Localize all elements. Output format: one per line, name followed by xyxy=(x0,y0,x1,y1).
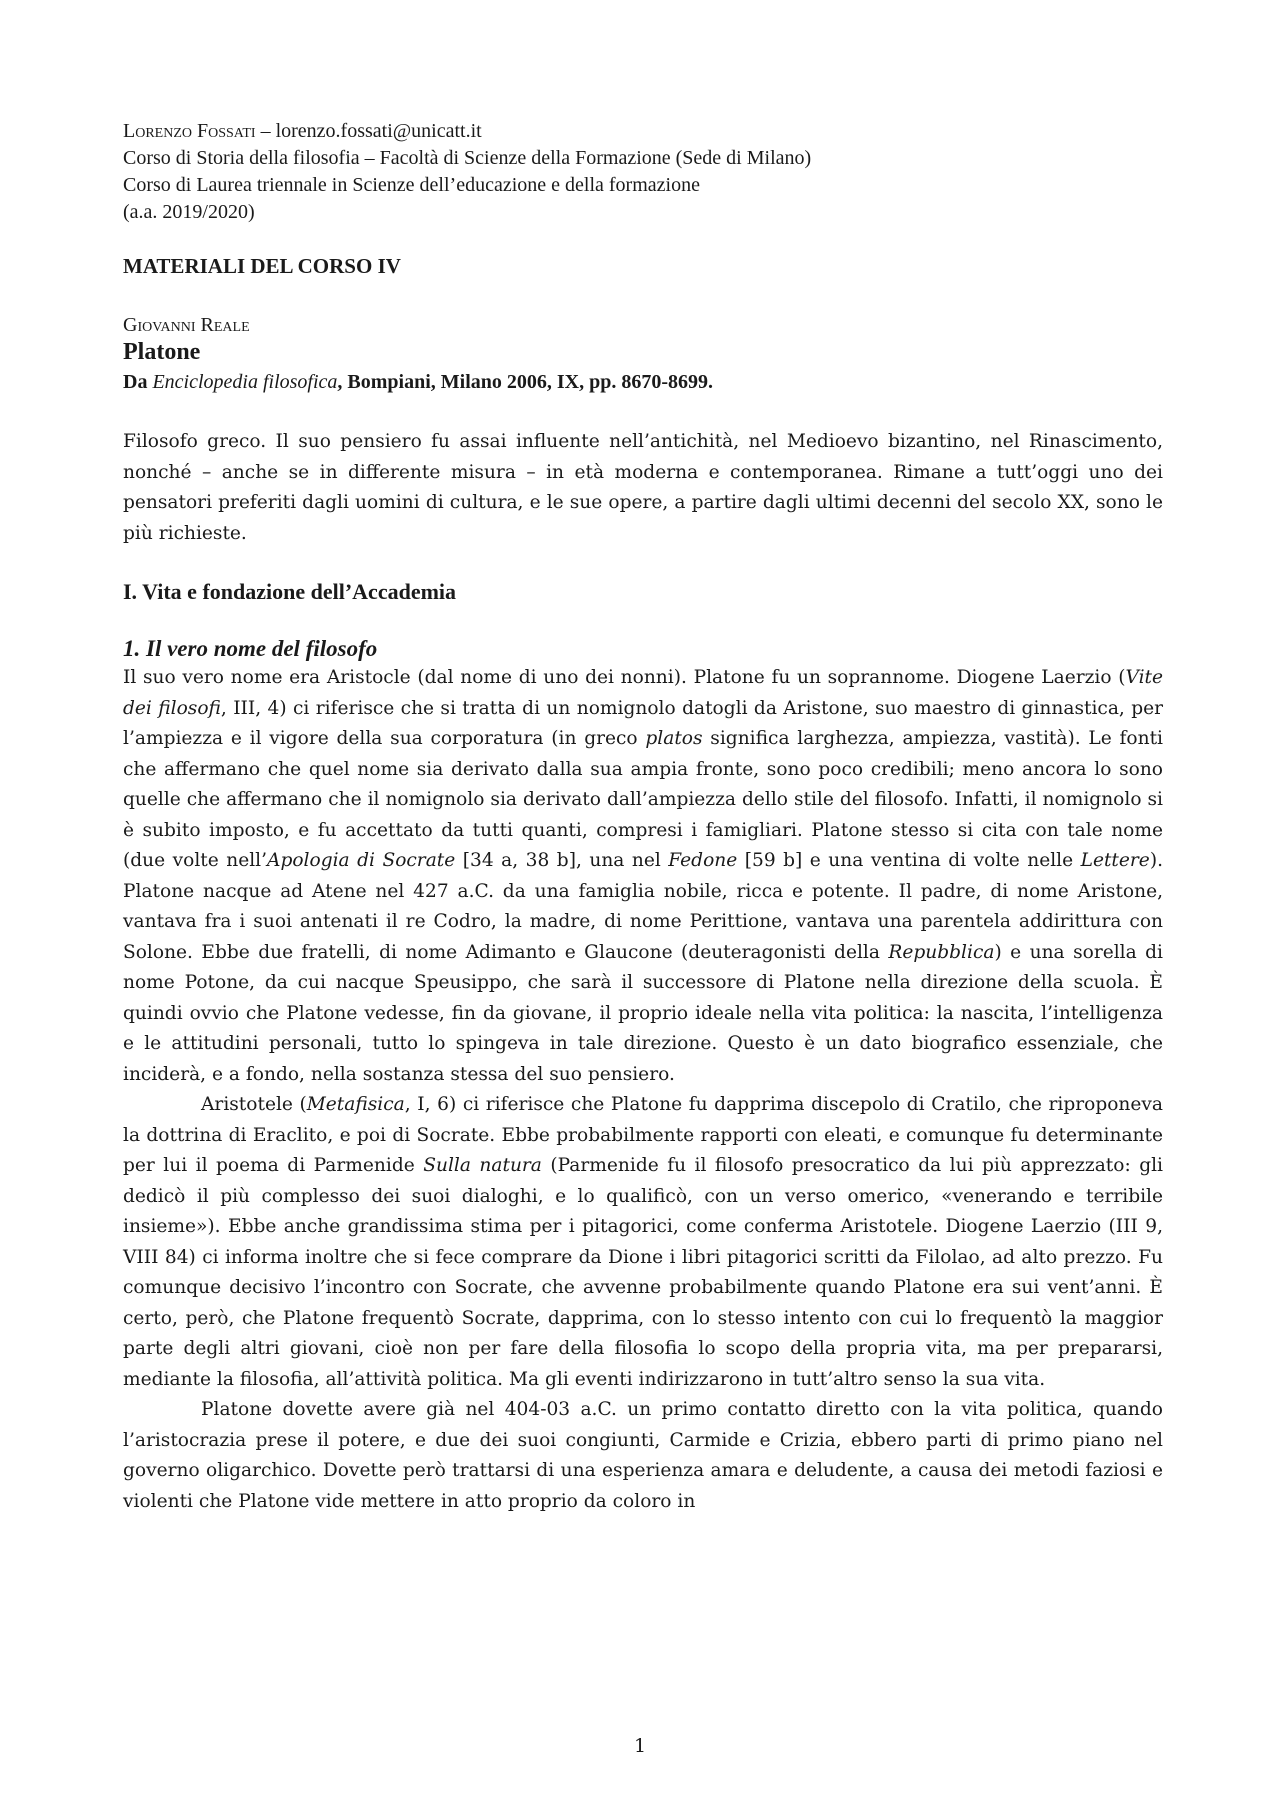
text-run: [34 a, 38 b], una nel xyxy=(455,850,669,871)
page-number: 1 xyxy=(633,1735,647,1757)
source-suffix: , Bompiani, Milano 2006, IX, pp. 8670-8699. xyxy=(337,371,714,393)
header-line-author xyxy=(123,118,1163,145)
intro-paragraph: Filosofo greco. Il suo pensiero fu assai influente nell’antichità, nel Medioevo bizantino, nel Rinascimento, nonché – anche se in differente misura – in età moderna e contemporanea. Rimane a tutt’oggi uno dei pensatori preferiti dagli uomini di cultura, e le sue opere, a partire dagli ultimi decenni del secolo XX, sono le più richieste. xyxy=(123,431,1163,544)
italic-run: Sulla natura xyxy=(423,1155,542,1176)
italic-run: Repubblica xyxy=(888,941,995,963)
italic-run: Lettere xyxy=(1080,850,1150,871)
header-author-name: Lorenzo Fossati xyxy=(123,120,256,142)
source-reference xyxy=(123,367,1163,397)
paragraph-3: Platone dovette avere già nel 404-03 a.C. un primo contatto diretto con la vita politica, quando l’aristocrazia prese il potere, e due dei suoi congiunti, Carmide e Crizia, ebbero parti di primo piano nel governo oligarchico. Dovette però trattarsi di una esperienza amara e deludente, a causa dei metodi faziosi e violenti che Platone vide mettere in atto proprio da coloro in xyxy=(123,1399,1163,1512)
italic-run: Apologia di Socrate xyxy=(267,850,456,871)
text-run: (Parmenide fu il filosofo presocratico da lui più apprezzato: gli dedicò il più complesso dei suoi dialoghi, e lo qualificò, con un verso omerico, «venerando e terribile insieme»). Ebbe anche grandissima stima per i pitagorici, come conferma Aristotele. Diogene Laerzio (III 9, VIII 84) ci informa inoltre che si fece comprare da Dione i libri pitagorici scritti da Filolao, ad alto prezzo. Fu comunque decisivo l’incontro con Socrate, che avvenne probabilmente quando Platone era sui vent’anni. È certo, però, che Platone frequentò Socrate, dapprima, con lo stesso intento con cui lo frequentò la maggior parte degli altri giovani, cioè non per fare della filosofia lo scopo della propria vita, ma per prepararsi, mediante la filosofia, all’attività politica. Ma gli eventi indirizzarono in tutt’altro senso la sua vita. xyxy=(123,1155,1163,1390)
italic-run: platos xyxy=(645,728,703,749)
source-work: Enciclopedia filosofica xyxy=(152,371,338,393)
text-run: Il suo vero nome era Aristocle (dal nome di uno dei nonni). Platone fu un soprannome. Diogene Laerzio ( xyxy=(123,667,1126,688)
text-run: ). Platone nacque ad Atene nel 427 a.C. da una famiglia nobile, ricca e potente. Il padre, di nome Aristone, vantava fra i suoi antenati il re Codro, la madre, di nome Perittione, vantava una parentela addirittura con Solone. Ebbe due fratelli, di nome Adimanto e Glaucone (deuteragonisti della xyxy=(123,850,1163,963)
italic-run: Metafisica xyxy=(306,1094,405,1115)
paragraph-1 xyxy=(123,663,1163,1090)
text-run: , I, 6) ci riferisce che Platone fu dapprima discepolo di Cratilo, che riproponeva la dottrina di Eraclito, e poi di Socrate. Ebbe probabilmente rapporti con eleati, e comunque fu determinante per lui il poema di Parmenide xyxy=(123,1094,1163,1176)
document-title: MATERIALI DEL CORSO IV xyxy=(123,254,401,278)
header-degree-line: Corso di Laurea triennale in Scienze dell’educazione e della formazione xyxy=(123,174,700,196)
source-prefix: Da xyxy=(123,371,153,393)
text-run: significa larghezza, ampiezza, vastità). Le fonti che affermano che quel nome sia derivato dalla sua ampia fronte, sono poco credibili; meno ancora lo sono quelle che affermano che il nomignolo sia derivato dall’ampiezza dello stile del filosofo. Infatti, il nomignolo si è subito imposto, e fu accettato da tutti quanti, compresi i famigliari. Platone stesso si cita con tale nome (due volte nell’ xyxy=(123,728,1163,871)
subsection-heading: 1. Il vero nome del filosofo xyxy=(123,636,378,661)
paragraph-2 xyxy=(123,1090,1163,1395)
work-title: Platone xyxy=(123,339,201,365)
header-separator: – xyxy=(255,120,276,142)
text-run: , III, 4) ci riferisce che si tratta di un nomignolo datogli da Aristone, suo maestro di ginnastica, per l’ampiezza e il vigore della sua corporatura (in greco xyxy=(123,697,1163,749)
text-run: Aristotele ( xyxy=(201,1094,307,1115)
text-run: [59 b] e una ventina di volte nelle xyxy=(737,850,1081,871)
italic-run: Fedone xyxy=(668,850,738,871)
course-header xyxy=(123,118,1163,226)
section-heading: I. Vita e fondazione dell’Accademia xyxy=(123,579,457,604)
header-email: lorenzo.fossati@unicatt.it xyxy=(275,120,482,142)
text-run: ) e una sorella di nome Potone, da cui nacque Speusippo, che sarà il successore di Platone nella direzione della scuola. È quindi ovvio che Platone vedesse, fin da giovane, il proprio ideale nella vita politica: la nascita, l’intelligenza e le attitudini personali, tutto lo spingeva in tale direzione. Questo è un dato biografico essenziale, che inciderà, e a fondo, nella sostanza stessa del suo pensiero. xyxy=(123,941,1163,1085)
header-course-line: Corso di Storia della filosofia – Facoltà di Scienze della Formazione (Sede di Milano) xyxy=(123,147,812,169)
header-year-line: (a.a. 2019/2020) xyxy=(123,201,255,223)
source-author: Giovanni Reale xyxy=(123,314,250,336)
document-page xyxy=(123,118,1163,1517)
italic-run: Vite dei filosofi xyxy=(123,667,1163,719)
